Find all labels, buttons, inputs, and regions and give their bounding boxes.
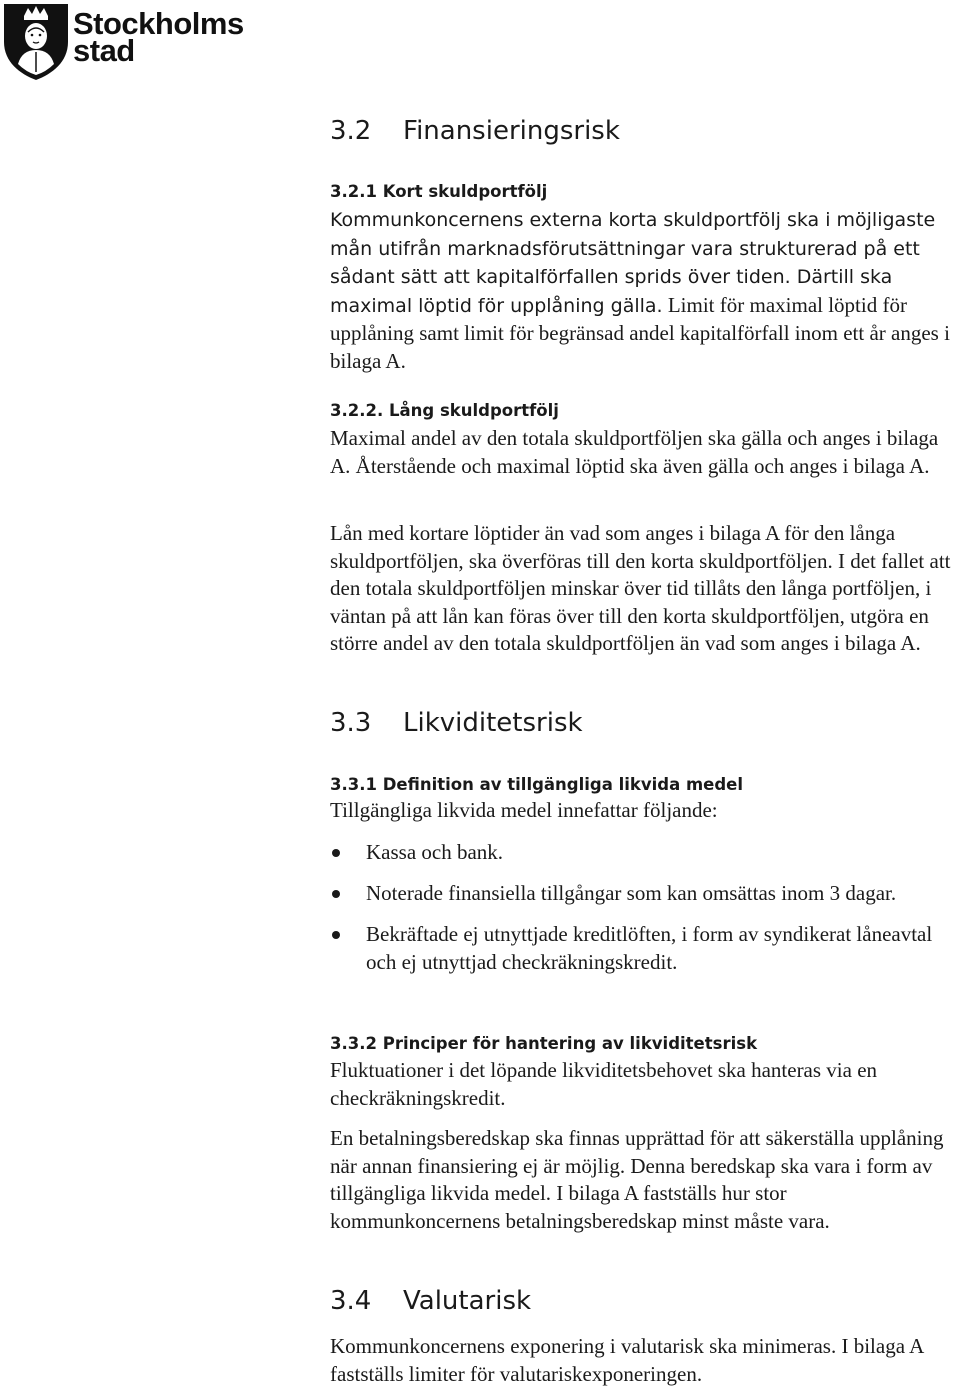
list-item (330, 921, 960, 976)
paragraph-serif-part: Limit för maximal löptid för upplåning samt limit för begränsad andel kapitalförfall inom ett år anges i bilaga A. (330, 292, 950, 373)
list-item-text: Noterade finansiella tillgångar som kan omsättas inom 3 dagar. (366, 881, 897, 906)
bullet-dot-icon (332, 931, 340, 939)
list-item-text: Bekräftade ej utnyttjade kreditlöften, i form av syndikerat låneavtal och ej utnyttjad checkräkningskredit. (366, 922, 933, 974)
paragraph-sans-part: Kommunkoncernens externa korta skuldportfölj ska i möjligaste mån utifrån marknadsförutsättningar vara strukturerad på ett sådant sätt att kapitalförfallen sprids över tiden. Därtill ska maximal löptid för upplåning gälla. (330, 209, 936, 317)
subsection-heading-3-2-1: 3.2.1 Kort skuldportfölj (330, 182, 548, 201)
section-number: 3.3 (330, 708, 372, 738)
subsection-heading-3-3-1: 3.3.1 Definition av tillgängliga likvida medel (330, 775, 744, 794)
paragraph-valutarisk: Kommunkoncernens exponering i valutarisk ska minimeras. I bilaga A fastställs limiter för valutariskexponeringen. (330, 1334, 924, 1386)
section-heading-3-3 (330, 708, 583, 738)
paragraph-lang-skuldportfolj-2: Lån med kortare löptider än vad som anges i bilaga A för den långa skuldportföljen, ska överföras till den korta skuldportföljen. I det fallet att den totala skuldportföljen minskar över tid tillåts den långa portföljen, i väntan på att lån kan föras över till den korta skuldportföljen, utgöra en större andel av den totala skuldportföljen än vad som anges i bilaga A. (330, 521, 951, 656)
section-heading-3-4 (330, 1286, 531, 1316)
logo-wordmark (73, 6, 244, 68)
list-item (330, 839, 960, 867)
section-heading-3-2 (330, 116, 620, 146)
list-item (330, 880, 960, 908)
section-number: 3.2 (330, 116, 372, 146)
logo-line-1: Stockholms (73, 6, 244, 41)
paragraph-kort-skuldportfolj (330, 206, 960, 376)
section-title: Likviditetsrisk (403, 708, 583, 738)
stockholms-stad-logo (2, 2, 244, 82)
section-title: Valutarisk (403, 1286, 532, 1316)
bullet-dot-icon (332, 890, 340, 898)
paragraph-lang-skuldportfolj-1: Maximal andel av den totala skuldportföljen ska gälla och anges i bilaga A. Återstående och maximal löptid ska även gälla och anges i bilaga A. (330, 426, 939, 478)
paragraph-likviditet-1: Fluktuationer i det löpande likviditetsbehovet ska hanteras via en checkräkningskredit. (330, 1058, 878, 1110)
paragraph-likvida-intro: Tillgängliga likvida medel innefattar följande: (330, 798, 718, 822)
list-item-text: Kassa och bank. (366, 840, 504, 864)
subsection-heading-3-2-2: 3.2.2. Lång skuldportfölj (330, 401, 559, 420)
liquid-assets-list (330, 839, 960, 990)
paragraph-likviditet-2: En betalningsberedskap ska finnas upprättad för att säkerställa upplåning när annan finansiering ej är möjlig. Denna beredskap ska vara i form av tillgängliga likvida medel. I bilaga A fastställs hur stor kommunkoncernens betalningsberedskap minst måste vara. (330, 1126, 944, 1233)
section-title: Finansieringsrisk (403, 116, 620, 146)
bullet-dot-icon (332, 849, 340, 857)
section-number: 3.4 (330, 1286, 372, 1316)
subsection-heading-3-3-2: 3.3.2 Principer för hantering av likviditetsrisk (330, 1034, 758, 1053)
city-crest-shield-icon (2, 2, 70, 82)
logo-line-2: stad (73, 33, 135, 68)
